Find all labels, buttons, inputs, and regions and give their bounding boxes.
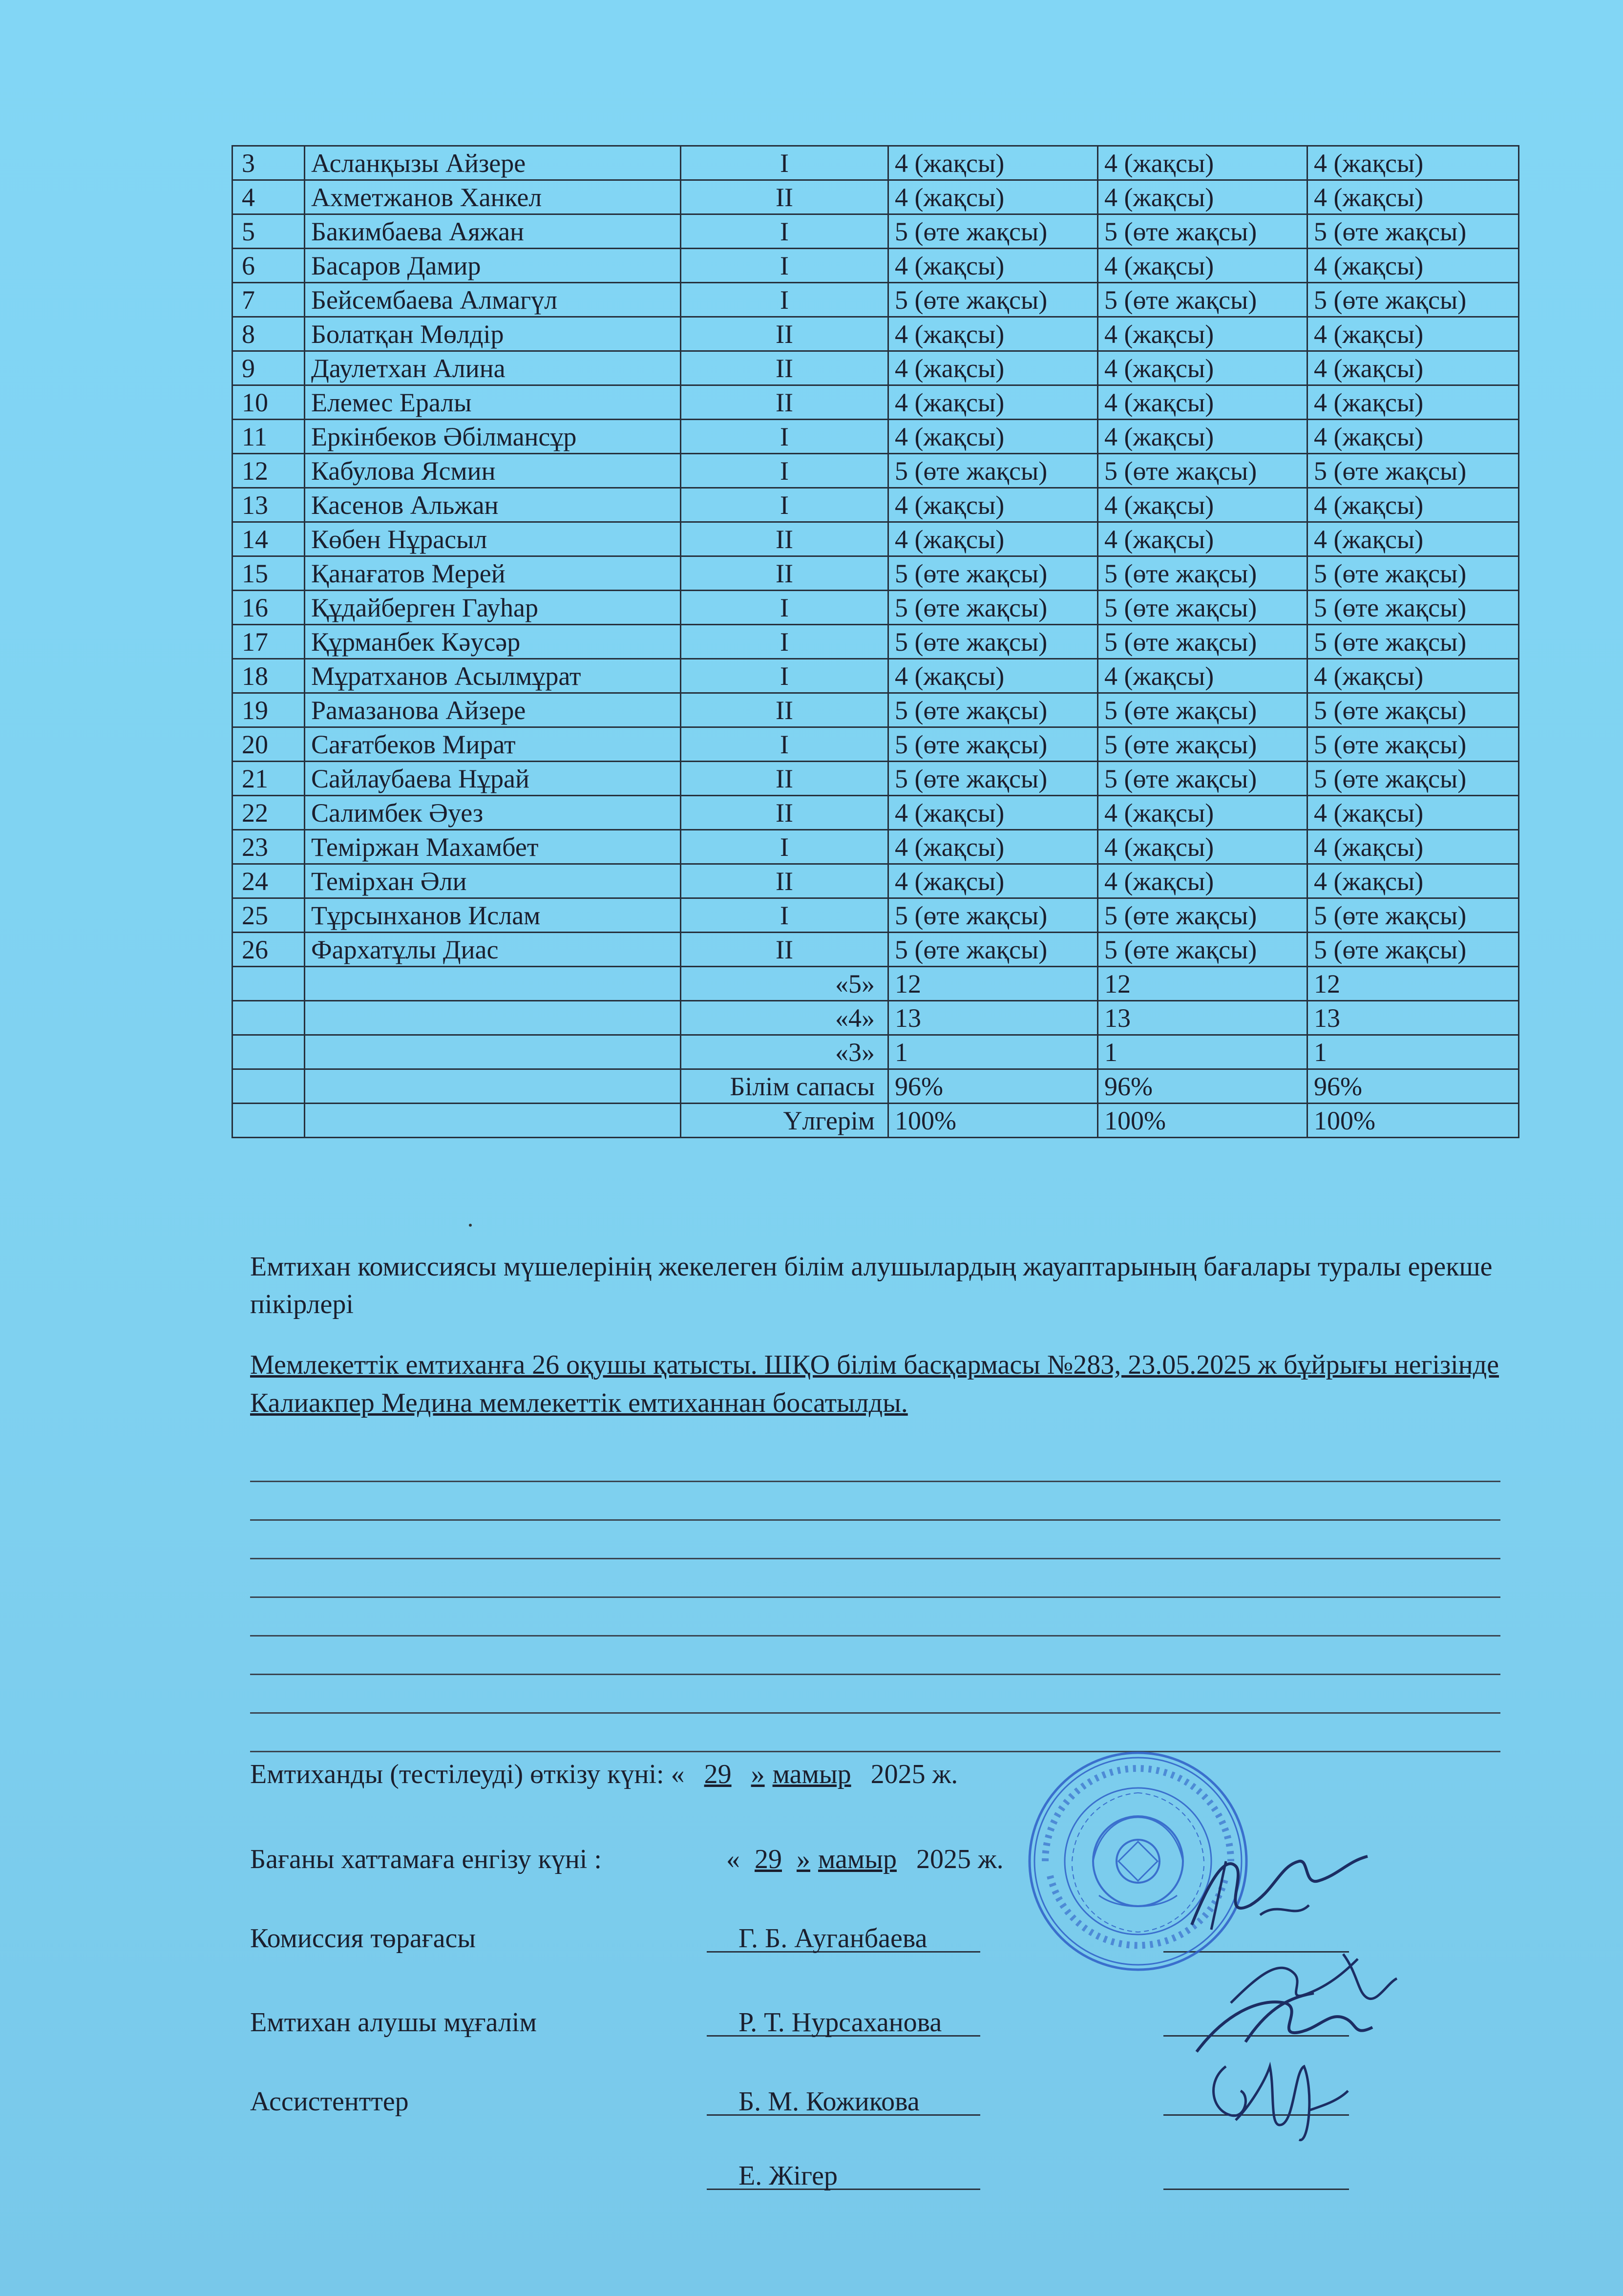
empty-cell: [232, 1104, 305, 1138]
table-row: [232, 556, 1519, 591]
grade-2: 4 (жақсы): [1098, 420, 1307, 454]
teacher-role: Емтихан алушы мұғалім: [250, 2007, 537, 2038]
blank-line: [250, 1675, 1500, 1714]
grade-date-value: [726, 1844, 1004, 1875]
grade-1: 5 (өте жақсы): [888, 933, 1098, 967]
student-name: Темірхан Әли: [305, 864, 681, 898]
blank-line: [250, 1598, 1500, 1637]
grade-2: 5 (өте жақсы): [1098, 283, 1307, 317]
row-number: 17: [232, 625, 305, 659]
grade-3: 4 (жақсы): [1307, 864, 1519, 898]
table-row: [232, 933, 1519, 967]
grade-3: 4 (жақсы): [1307, 830, 1519, 864]
grade-3: 5 (өте жақсы): [1307, 693, 1519, 727]
class-group: II: [681, 556, 888, 591]
table-row: [232, 830, 1519, 864]
summary-value-3: 96%: [1307, 1069, 1519, 1104]
chair-role: Комиссия төрағасы: [250, 1923, 476, 1954]
chair-signature: [1182, 1847, 1387, 1944]
grade-2: 5 (өте жақсы): [1098, 214, 1307, 249]
student-name: Басаров Дамир: [305, 249, 681, 283]
summary-value-2: 96%: [1098, 1069, 1307, 1104]
grade-3: 5 (өте жақсы): [1307, 454, 1519, 488]
table-row: [232, 385, 1519, 420]
grade-2: 5 (өте жақсы): [1098, 556, 1307, 591]
student-name: Асланқызы Айзере: [305, 146, 681, 180]
grade-1: 5 (өте жақсы): [888, 556, 1098, 591]
summary-label: «5»: [681, 967, 888, 1001]
grade-1: 5 (өте жақсы): [888, 214, 1098, 249]
grade-date-year: 2025 ж.: [916, 1844, 1004, 1874]
grade-2: 4 (жақсы): [1098, 146, 1307, 180]
class-group: I: [681, 214, 888, 249]
grade-3: 5 (өте жақсы): [1307, 214, 1519, 249]
grade-3: 5 (өте жақсы): [1307, 591, 1519, 625]
grade-date-open: «: [726, 1844, 740, 1874]
class-group: II: [681, 796, 888, 830]
row-number: 21: [232, 762, 305, 796]
exam-date-day: 29: [704, 1759, 732, 1789]
row-number: 22: [232, 796, 305, 830]
summary-label: «4»: [681, 1001, 888, 1035]
row-number: 12: [232, 454, 305, 488]
grade-3: 4 (жақсы): [1307, 522, 1519, 556]
class-group: II: [681, 180, 888, 214]
teacher-name: Р. Т. Нурсаханова: [738, 2007, 942, 2038]
summary-value-3: 100%: [1307, 1104, 1519, 1138]
grade-3: 5 (өте жақсы): [1307, 762, 1519, 796]
class-group: I: [681, 625, 888, 659]
row-number: 25: [232, 898, 305, 933]
student-name: Болатқан Мөлдір: [305, 317, 681, 351]
grade-2: 4 (жақсы): [1098, 385, 1307, 420]
table-row: [232, 180, 1519, 214]
student-name: Касенов Альжан: [305, 488, 681, 522]
empty-cell: [305, 1104, 681, 1138]
blank-remark-lines: [250, 1444, 1500, 1752]
assistant1-name: Б. М. Кожикова: [738, 2086, 920, 2117]
student-name: Қанағатов Мерей: [305, 556, 681, 591]
summary-value-2: 1: [1098, 1035, 1307, 1069]
row-number: 23: [232, 830, 305, 864]
remarks-heading: Емтихан комиссиясы мүшелерінің жекелеген білім алушылардың жауаптарының бағалары туралы ерекше пікірлері: [250, 1252, 1493, 1320]
grade-2: 4 (жақсы): [1098, 522, 1307, 556]
class-group: I: [681, 146, 888, 180]
empty-cell: [305, 967, 681, 1001]
grade-3: 5 (өте жақсы): [1307, 556, 1519, 591]
exam-date-label: Емтиханды (тестілеуді) өткізу күні: «: [250, 1759, 685, 1789]
class-group: I: [681, 591, 888, 625]
row-number: 24: [232, 864, 305, 898]
student-name: Даулетхан Алина: [305, 351, 681, 385]
empty-cell: [305, 1035, 681, 1069]
grade-1: 4 (жақсы): [888, 249, 1098, 283]
exam-date-line: [250, 1759, 958, 1790]
grade-3: 5 (өте жақсы): [1307, 625, 1519, 659]
grade-2: 5 (өте жақсы): [1098, 625, 1307, 659]
student-name: Мұратханов Асылмұрат: [305, 659, 681, 693]
row-number: 3: [232, 146, 305, 180]
blank-line: [250, 1637, 1500, 1675]
row-number: 19: [232, 693, 305, 727]
empty-cell: [232, 1035, 305, 1069]
grade-3: 4 (жақсы): [1307, 180, 1519, 214]
summary-value-1: 13: [888, 1001, 1098, 1035]
empty-cell: [305, 1001, 681, 1035]
table-row: [232, 522, 1519, 556]
class-group: I: [681, 488, 888, 522]
grade-2: 4 (жақсы): [1098, 249, 1307, 283]
grade-3: 4 (жақсы): [1307, 317, 1519, 351]
grade-2: 4 (жақсы): [1098, 317, 1307, 351]
blank-line: [250, 1521, 1500, 1559]
class-group: II: [681, 385, 888, 420]
row-number: 8: [232, 317, 305, 351]
student-name: Тұрсынханов Ислам: [305, 898, 681, 933]
remarks-text: Мемлекеттік емтиханға 26 оқушы қатысты. ШҚО білім басқармасы №283, 23.05.2025 ж бұйрығы негізінде Калиакпер Медина мемлекеттік емтиханнан босатылды.: [250, 1350, 1499, 1419]
grade-1: 4 (жақсы): [888, 385, 1098, 420]
class-group: I: [681, 830, 888, 864]
table-row: [232, 249, 1519, 283]
summary-value-2: 100%: [1098, 1104, 1307, 1138]
grade-2: 4 (жақсы): [1098, 864, 1307, 898]
class-group: II: [681, 522, 888, 556]
grade-3: 4 (жақсы): [1307, 659, 1519, 693]
table-row: [232, 659, 1519, 693]
summary-value-2: 13: [1098, 1001, 1307, 1035]
student-name: Көбен Нұрасыл: [305, 522, 681, 556]
empty-cell: [232, 1069, 305, 1104]
grade-3: 5 (өте жақсы): [1307, 933, 1519, 967]
grade-3: 5 (өте жақсы): [1307, 283, 1519, 317]
table-row: [232, 693, 1519, 727]
table-row: [232, 317, 1519, 351]
blank-line: [250, 1714, 1500, 1752]
grade-2: 4 (жақсы): [1098, 659, 1307, 693]
grade-2: 5 (өте жақсы): [1098, 727, 1307, 762]
blank-line: [250, 1482, 1500, 1521]
grade-1: 4 (жақсы): [888, 351, 1098, 385]
class-group: I: [681, 727, 888, 762]
table-row: [232, 454, 1519, 488]
grade-2: 5 (өте жақсы): [1098, 762, 1307, 796]
row-number: 11: [232, 420, 305, 454]
grade-1: 4 (жақсы): [888, 864, 1098, 898]
class-group: I: [681, 249, 888, 283]
grade-1: 5 (өте жақсы): [888, 625, 1098, 659]
grades-table: [232, 145, 1519, 1138]
grade-1: 4 (жақсы): [888, 830, 1098, 864]
summary-value-1: 100%: [888, 1104, 1098, 1138]
summary-row: [232, 1104, 1519, 1138]
grades-table-body: [232, 146, 1519, 1138]
table-row: [232, 796, 1519, 830]
table-row: [232, 591, 1519, 625]
student-name: Сағатбеков Мират: [305, 727, 681, 762]
grade-2: 4 (жақсы): [1098, 488, 1307, 522]
table-row: [232, 283, 1519, 317]
empty-cell: [305, 1069, 681, 1104]
grade-2: 4 (жақсы): [1098, 351, 1307, 385]
grade-2: 4 (жақсы): [1098, 796, 1307, 830]
summary-label: «3»: [681, 1035, 888, 1069]
table-row: [232, 214, 1519, 249]
assistant2-signature: [1197, 2052, 1358, 2149]
summary-row: [232, 1069, 1519, 1104]
blank-line: [250, 1559, 1500, 1598]
grade-2: 5 (өте жақсы): [1098, 591, 1307, 625]
blank-line: [250, 1444, 1500, 1482]
table-row: [232, 420, 1519, 454]
student-name: Рамазанова Айзере: [305, 693, 681, 727]
grade-1: 5 (өте жақсы): [888, 454, 1098, 488]
grade-2: 5 (өте жақсы): [1098, 898, 1307, 933]
grade-2: 4 (жақсы): [1098, 830, 1307, 864]
row-number: 10: [232, 385, 305, 420]
row-number: 26: [232, 933, 305, 967]
grade-3: 5 (өте жақсы): [1307, 898, 1519, 933]
row-number: 15: [232, 556, 305, 591]
grade-2: 5 (өте жақсы): [1098, 933, 1307, 967]
grade-1: 5 (өте жақсы): [888, 283, 1098, 317]
grade-1: 4 (жақсы): [888, 180, 1098, 214]
row-number: 14: [232, 522, 305, 556]
grade-1: 5 (өте жақсы): [888, 762, 1098, 796]
student-name: Бейсембаева Алмагүл: [305, 283, 681, 317]
summary-label: Үлгерім: [681, 1104, 888, 1138]
class-group: II: [681, 317, 888, 351]
row-number: 7: [232, 283, 305, 317]
grade-3: 4 (жақсы): [1307, 385, 1519, 420]
grade-1: 4 (жақсы): [888, 796, 1098, 830]
student-name: Салимбек Әуез: [305, 796, 681, 830]
row-number: 9: [232, 351, 305, 385]
class-group: I: [681, 454, 888, 488]
assistant2-signature-line: [1163, 2189, 1349, 2190]
table-row: [232, 864, 1519, 898]
exam-date-month: мамыр: [772, 1759, 851, 1789]
grade-1: 5 (өте жақсы): [888, 898, 1098, 933]
summary-row: [232, 1001, 1519, 1035]
grade-date-label: Бағаны хаттамаға енгізу күні :: [250, 1844, 602, 1874]
assistant2-name: Е. Жігер: [738, 2161, 838, 2191]
grade-3: 4 (жақсы): [1307, 146, 1519, 180]
table-row: [232, 146, 1519, 180]
table-row: [232, 727, 1519, 762]
summary-row: [232, 1035, 1519, 1069]
class-group: I: [681, 283, 888, 317]
exam-date-year: 2025 ж.: [870, 1759, 958, 1789]
grade-3: 4 (жақсы): [1307, 351, 1519, 385]
class-group: I: [681, 659, 888, 693]
row-number: 18: [232, 659, 305, 693]
grade-1: 5 (өте жақсы): [888, 591, 1098, 625]
grade-date-quote: »: [797, 1844, 810, 1874]
class-group: II: [681, 351, 888, 385]
grade-3: 5 (өте жақсы): [1307, 727, 1519, 762]
grade-1: 5 (өте жақсы): [888, 693, 1098, 727]
grade-1: 4 (жақсы): [888, 146, 1098, 180]
class-group: II: [681, 762, 888, 796]
student-name: Кабулова Ясмин: [305, 454, 681, 488]
row-number: 5: [232, 214, 305, 249]
table-row: [232, 488, 1519, 522]
student-name: Сайлаубаева Нұрай: [305, 762, 681, 796]
grade-1: 4 (жақсы): [888, 659, 1098, 693]
exam-date-quote: »: [751, 1759, 765, 1789]
row-number: 4: [232, 180, 305, 214]
student-name: Еркінбеков Әбілмансұр: [305, 420, 681, 454]
grade-1: 4 (жақсы): [888, 420, 1098, 454]
table-row: [232, 898, 1519, 933]
grade-1: 4 (жақсы): [888, 522, 1098, 556]
grade-3: 4 (жақсы): [1307, 420, 1519, 454]
student-name: Құрманбек Кәусәр: [305, 625, 681, 659]
summary-value-2: 12: [1098, 967, 1307, 1001]
row-number: 13: [232, 488, 305, 522]
student-name: Фархатұлы Диас: [305, 933, 681, 967]
empty-cell: [232, 967, 305, 1001]
row-number: 16: [232, 591, 305, 625]
summary-value-3: 12: [1307, 967, 1519, 1001]
grade-1: 4 (жақсы): [888, 317, 1098, 351]
grade-1: 4 (жақсы): [888, 488, 1098, 522]
row-number: 20: [232, 727, 305, 762]
table-row: [232, 351, 1519, 385]
grade-2: 4 (жақсы): [1098, 180, 1307, 214]
summary-value-1: 12: [888, 967, 1098, 1001]
grade-1: 5 (өте жақсы): [888, 727, 1098, 762]
summary-row: [232, 967, 1519, 1001]
class-group: II: [681, 864, 888, 898]
empty-cell: [232, 1001, 305, 1035]
grade-date-line: [250, 1844, 602, 1875]
student-name: Құдайберген Гауһар: [305, 591, 681, 625]
chair-name: Г. Б. Ауганбаева: [738, 1923, 927, 1954]
grade-date-day: 29: [755, 1844, 782, 1874]
table-row: [232, 625, 1519, 659]
summary-value-3: 13: [1307, 1001, 1519, 1035]
table-row: [232, 762, 1519, 796]
student-name: Елемес Ералы: [305, 385, 681, 420]
summary-value-3: 1: [1307, 1035, 1519, 1069]
summary-value-1: 96%: [888, 1069, 1098, 1104]
grade-2: 5 (өте жақсы): [1098, 454, 1307, 488]
grade-2: 5 (өте жақсы): [1098, 693, 1307, 727]
class-group: I: [681, 420, 888, 454]
class-group: I: [681, 898, 888, 933]
grade-3: 4 (жақсы): [1307, 796, 1519, 830]
grade-3: 4 (жақсы): [1307, 249, 1519, 283]
student-name: Бакимбаева Аяжан: [305, 214, 681, 249]
student-name: Теміржан Махамбет: [305, 830, 681, 864]
summary-label: Білім сапасы: [681, 1069, 888, 1104]
grade-3: 4 (жақсы): [1307, 488, 1519, 522]
summary-value-1: 1: [888, 1035, 1098, 1069]
class-group: II: [681, 693, 888, 727]
stray-dot: [469, 1224, 472, 1227]
row-number: 6: [232, 249, 305, 283]
student-name: Ахметжанов Ханкел: [305, 180, 681, 214]
grade-date-month: мамыр: [818, 1844, 897, 1874]
assistants-role: Ассистенттер: [250, 2086, 409, 2117]
class-group: II: [681, 933, 888, 967]
